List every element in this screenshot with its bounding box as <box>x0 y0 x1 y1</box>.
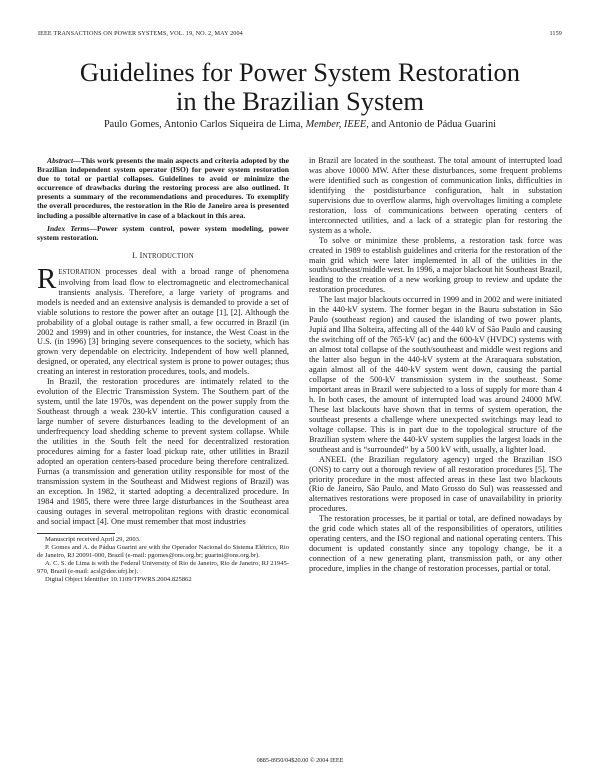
author-names-b: , and Antonio de Pádua Guarini <box>366 119 497 130</box>
right-paragraph-1: in Brazil are located in the southeast. The total amount of interrupted load was above 10000 MW. After these disturbances, some frequent problems were identified such as congestion of communication links, difficulties in identifying the postdisturbance configuration, halt in substation supervisions due to overflow alarms, high overvoltages limiting a complete restoration, loss of communications between operating centers of interconnected utilities, and a lack of a strategic plan for restoring the system as a whole. <box>309 156 562 235</box>
footnote-doi: Digital Object Identifier 10.1109/TPWRS.2004.825862 <box>45 576 192 584</box>
author-membership: Member, IEEE <box>305 119 367 130</box>
intro-first-word: ESTORATION <box>58 268 101 276</box>
index-terms <box>37 224 289 242</box>
copyright-line: 0885-8950/04$20.00 © 2004 IEEE <box>256 757 344 764</box>
right-column <box>309 156 562 574</box>
footnote-affiliation-2: A. C. S. de Lima is with the Federal University of Rio de Janeiro, Rio de Janeiro, RJ 21945-970, Brazil (e-mail: acsl@dee.ufrj.br). <box>37 559 289 575</box>
footnote-received: Manuscript received April 29, 2003. <box>45 535 141 543</box>
title-line-2: in the Brazilian System <box>175 86 425 116</box>
index-terms-label: Index Terms— <box>47 223 97 233</box>
footnote-rule <box>37 533 115 534</box>
abstract-text: This work presents the main aspects and criteria adopted by the Brazilian independent system operator (ISO) for power system restoration due to total or partial collapses. Guidelines to avoid or minimize the occurrence of drawbacks during the restoring process are also outlined. It presents a summary of the recommendations and procedures. To exemplify the overall procedures, the restoration in the Rio de Janeiro area is presented including a possible alternative in case of a blackout in this area. <box>37 156 289 220</box>
intro-paragraph-1-text: processes deal with a broad range of phenomena involving from load flow to electromagnetic and electromechanical transients analysis. Therefore, a large variety of programs and models is needed and an extensive analysis is demanded to provide a set of viable solutions to restore the power after an outage [1], [2]. Although the probability of a global outage is rather small, a few occurred in Brazil (in 2002 and 1999) and in other countries, for instance, the West Coast in the U.S. (in 1996) [3] bringing severe consequences to the society, which has grown very dependable on electricity. Independent of how well planned, designed, or operated, any electrical system is prone to power outages; thus creating an interest in restoration procedures, tools, and models. <box>37 266 289 377</box>
page-number: 1159 <box>549 30 562 37</box>
title-line-1: Guidelines for Power System Restoration <box>79 57 521 87</box>
drop-cap: R <box>37 262 57 295</box>
right-paragraph-4: ANEEL (the Brazilian regulatory agency) urged the Brazilian ISO (ONS) to carry out a thorough review of all restoration procedures [5]. The priority procedure in the most affected areas in these last two blackouts (Rio de Janeiro, São Paulo, and Mato Grosso do Sul) was reassessed and alternatives restorations were proposed in case of unavailability in priority procedures. <box>309 454 562 514</box>
right-paragraph-3: The last major blackouts occurred in 1999 and in 2002 and were initiated in the 440-kV system. The former began in the Bauru substation in São Paulo (southeast region) and caused the islanding of two power plants, Jupiá and Ilha Solteira, affecting all of the 440 kV of São Paulo and causing the switching off of the 765-kV (ac) and the 600-kV (HVDC) systems with an almost total collapse of the south/southeast and middle west regions and the latter also begun in the 440-kV system at the Araraquara substation, again almost all of the 440-kV system went down, causing the partial collapse of the 500-kV transmission system in the southeast. Some important areas in Brazil were subjected to a loss of supply for more than 4 h. In both cases, the amount of interrupted load was around 24000 MW. These last blackouts have shown that in terms of system operation, the southeast presents a challenge where unexpected switchings may lead to voltage collapse. This is in part due to the topological structure of the Brazilian system where the 440-kV system supplies the largest loads in the southeast and is “surrounded” by a 500 kV with, usually, a lighter load. <box>309 295 562 454</box>
left-column <box>37 156 289 584</box>
intro-paragraph-1 <box>37 262 289 377</box>
journal-name: IEEE TRANSACTIONS ON POWER SYSTEMS, VOL. 19, NO. 2, MAY 2004 <box>38 30 243 37</box>
section-first-letter: I <box>139 250 143 260</box>
right-paragraph-2: To solve or minimize these problems, a restoration task force was created in 1989 to establish guidelines and criteria for the restoration of the main grid which were later implemented in all of the utilities in the south/southeast/middle west. In 1996, a major blackout hit Southeast Brazil, leading to the creation of a new working group to review and update the restoration procedures. <box>309 235 563 295</box>
intro-paragraph-2: In Brazil, the restoration procedures are intimately related to the evolution of the Electric Transmission System. The Southern part of the system, until the late 1970s, was dependent on the power supply from the Southeast through a weak 230-kV intertie. This configuration caused a large number of severe disturbances leading to the development of an underfrequency load shedding scheme to prevent system collapse. While the utilities in the South felt the need for decentralized restoration procedures aiming for a faster load pickup rate, other utilities in Brazil adopted an operation centers-based procedure being therefore centralized. Furnas (a transmission and generation utility responsible for most of the transmission system in the Southeast and Midwest regions of Brazil) was an exception. In 1982, it started adopting a decentralized procedure. In 1984 and 1985, there were three large disturbances in the Southeast area causing outages in several metropolitan regions with drastic economical and social impact [4]. One must remember that most industries <box>37 377 289 526</box>
index-terms-text: Power system control, power system modeling, power system restoration. <box>37 223 289 242</box>
section-heading-introduction <box>37 251 289 262</box>
abstract-label: Abstract— <box>47 156 81 165</box>
author-list <box>0 119 600 130</box>
paper-title <box>0 58 600 116</box>
footnote-affiliation-1: P. Gomes and A. de Pádua Guarini are with the Operador Nacional do Sistema Elétrico, Rio de Janeiro, RJ 20091-000, Brazil (e-mail: pgomes@ons.org.br; guarini@ons.org.br). <box>37 543 289 559</box>
section-numeral: I. <box>132 250 138 260</box>
section-title-rest: NTRODUCTION <box>142 252 194 260</box>
right-paragraph-5: The restoration processes, be it partial or total, are defined nowadays by the grid code which states all of the responsibilities of operators, utilities operating centers, and the ISO regional and national operating centers. This document is updated constantly since any topology change, be it a connection of a new generating plant, transmission path, or any other procedure, implies in the change of restoration processes, partial or total. <box>309 514 562 574</box>
abstract <box>37 156 289 220</box>
footnotes <box>37 536 289 585</box>
running-header <box>38 30 562 37</box>
author-names-a: Paulo Gomes, Antonio Carlos Siqueira de Lima, <box>103 119 306 130</box>
